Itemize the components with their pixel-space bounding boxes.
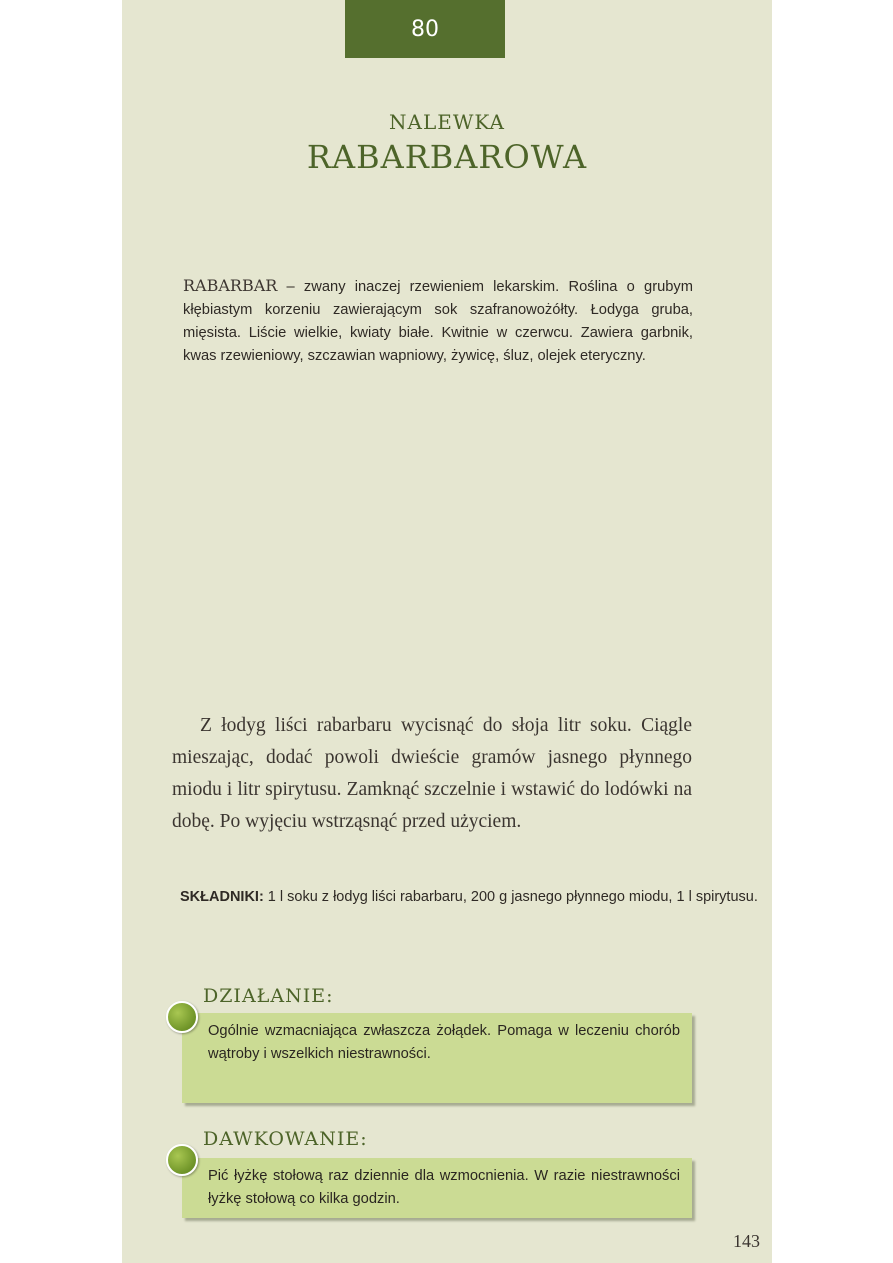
action-section-box: [182, 1013, 692, 1103]
dosage-section-text: Pić łyżkę stołową raz dziennie dla wzmocnienia. W razie niestrawności łyżkę stołową co kilka godzin.: [208, 1168, 680, 1207]
action-section-title: DZIAŁANIE:: [203, 985, 334, 1007]
page-title: RABARBAROWA: [306, 138, 588, 176]
ingredients-text: 1 l soku z łodyg liści rabarbaru, 200 g jasnego płynnego miodu, 1 l spirytusu.: [263, 889, 758, 905]
action-section-text: Ogólnie wzmacniająca zwłaszcza żołądek. Pomaga w leczeniu chorób wątroby i wszelkich niestrawności.: [208, 1023, 680, 1062]
chapter-number-badge: [345, 0, 505, 58]
intro-paragraph: [183, 274, 693, 368]
page-number: 143: [733, 1231, 760, 1251]
dosage-section-box: [182, 1158, 692, 1218]
ingredients-label: SKŁADNIKI:: [180, 889, 264, 905]
dosage-section-title: DAWKOWANIE:: [203, 1128, 368, 1150]
ingredients-paragraph: [180, 886, 778, 908]
intro-lead-word: RABARBAR: [183, 276, 278, 295]
chapter-number: 80: [411, 16, 439, 42]
green-bullet-icon: [166, 1001, 198, 1033]
green-bullet-icon: [166, 1144, 198, 1176]
title-kicker: NALEWKA: [389, 110, 505, 134]
recipe-paragraph: Z łodyg liści rabarbaru wycisnąć do słoja litr soku. Ciągle mieszając, dodać powoli dwieście gramów jasnego płynnego miodu i litr spirytusu. Zamknąć szczelnie i wstawić do lodówki na dobę. Po wyjęciu wstrząsnąć przed użyciem.: [172, 715, 692, 832]
intro-text: – zwany inaczej rzewieniem lekarskim. Roślina o grubym kłębiastym korzeniu zawierającym sok szafranowożółty. Łodyga gruba, mięsista. Liście wielkie, kwiaty białe. Kwitnie w czerwcu. Zawiera garbnik, kwas rzewieniowy, szczawian wapniowy, żywicę, śluz, olejek eteryczny.: [183, 279, 693, 364]
